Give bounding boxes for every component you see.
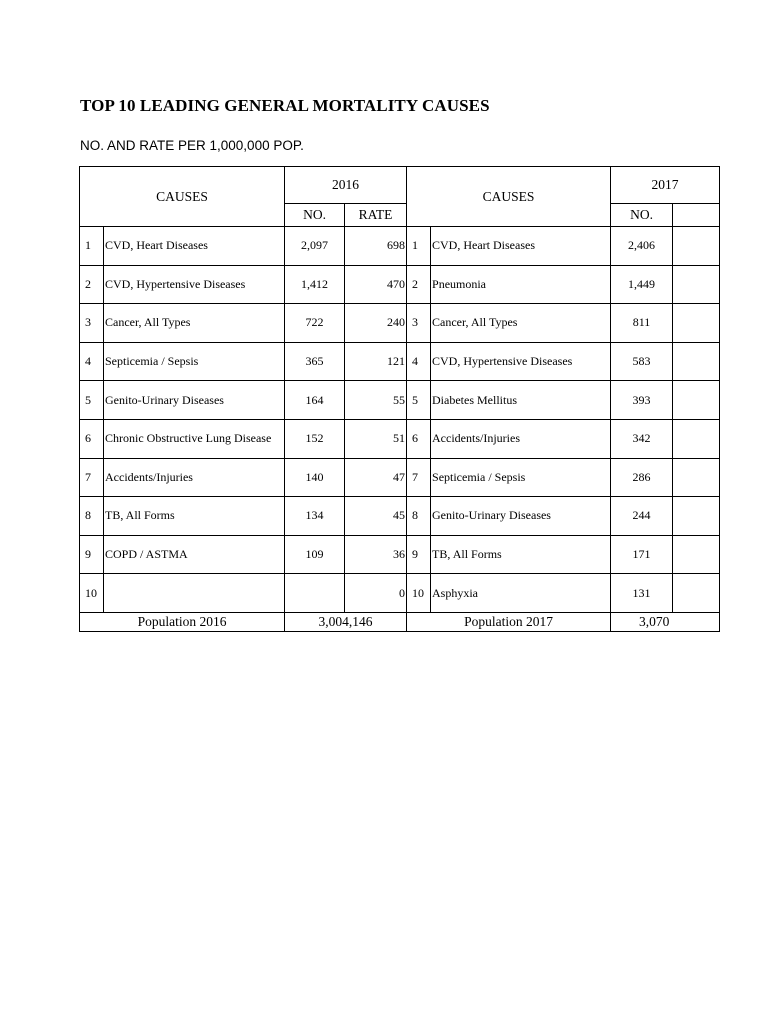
rank-2017: 2	[407, 265, 431, 304]
rank-2016: 7	[80, 458, 104, 497]
header-causes-2017: CAUSES	[407, 167, 611, 227]
header-no-2017: NO.	[611, 204, 673, 227]
population-value-2017: 3,070	[611, 612, 720, 631]
cause-2016: Septicemia / Sepsis	[104, 342, 285, 381]
header-row-years	[80, 167, 720, 204]
table-row	[80, 497, 720, 536]
rank-2016: 1	[80, 227, 104, 266]
rate-2017-hidden	[673, 227, 720, 266]
rank-2017: 9	[407, 535, 431, 574]
header-causes-2016: CAUSES	[80, 167, 285, 227]
rank-2016: 3	[80, 304, 104, 343]
rank-2016: 8	[80, 497, 104, 536]
cause-2016: COPD / ASTMA	[104, 535, 285, 574]
table-row	[80, 535, 720, 574]
table-row	[80, 304, 720, 343]
count-2017: 2,406	[611, 227, 673, 266]
rate-2017-hidden	[673, 419, 720, 458]
header-rate-2016: RATE	[345, 204, 407, 227]
count-2017: 286	[611, 458, 673, 497]
rate-2017-hidden	[673, 458, 720, 497]
cause-2016: CVD, Hypertensive Diseases	[104, 265, 285, 304]
table-row	[80, 574, 720, 613]
rank-2016: 10	[80, 574, 104, 613]
cause-2016	[104, 574, 285, 613]
cause-2016: Chronic Obstructive Lung Disease	[104, 419, 285, 458]
cause-2017: Genito-Urinary Diseases	[431, 497, 611, 536]
cause-2016: Genito-Urinary Diseases	[104, 381, 285, 420]
cause-2017: Cancer, All Types	[431, 304, 611, 343]
cause-2017: Diabetes Mellitus	[431, 381, 611, 420]
population-label-2017: Population 2017	[407, 612, 611, 631]
page-title: TOP 10 LEADING GENERAL MORTALITY CAUSES	[80, 96, 490, 115]
count-2016	[285, 574, 345, 613]
rank-2017: 5	[407, 381, 431, 420]
count-2017: 583	[611, 342, 673, 381]
cause-2016: CVD, Heart Diseases	[104, 227, 285, 266]
cause-2016: Cancer, All Types	[104, 304, 285, 343]
mortality-table-viewport	[79, 166, 679, 636]
population-row	[80, 612, 720, 631]
cause-2017: Accidents/Injuries	[431, 419, 611, 458]
header-year-2017: 2017	[611, 167, 720, 204]
table-row	[80, 381, 720, 420]
count-2017: 811	[611, 304, 673, 343]
cause-2017: Septicemia / Sepsis	[431, 458, 611, 497]
rate-2016: 47	[345, 458, 407, 497]
count-2017: 244	[611, 497, 673, 536]
rate-2016: 121	[345, 342, 407, 381]
rate-2016: 51	[345, 419, 407, 458]
count-2017: 1,449	[611, 265, 673, 304]
header-rate-2017-hidden	[673, 204, 720, 227]
cause-2017: Asphyxia	[431, 574, 611, 613]
cause-2016: TB, All Forms	[104, 497, 285, 536]
cause-2017: CVD, Heart Diseases	[431, 227, 611, 266]
cause-2017: CVD, Hypertensive Diseases	[431, 342, 611, 381]
rate-2017-hidden	[673, 497, 720, 536]
rate-2016: 36	[345, 535, 407, 574]
rate-2016: 240	[345, 304, 407, 343]
count-2016: 164	[285, 381, 345, 420]
rank-2016: 5	[80, 381, 104, 420]
rank-2016: 2	[80, 265, 104, 304]
header-no-2016: NO.	[285, 204, 345, 227]
page-subtitle: NO. AND RATE PER 1,000,000 POP.	[80, 138, 304, 153]
rank-2017: 1	[407, 227, 431, 266]
table-row	[80, 342, 720, 381]
table-row	[80, 265, 720, 304]
rate-2016: 470	[345, 265, 407, 304]
rate-2016: 698	[345, 227, 407, 266]
count-2017: 342	[611, 419, 673, 458]
rank-2017: 8	[407, 497, 431, 536]
cause-2017: Pneumonia	[431, 265, 611, 304]
rate-2017-hidden	[673, 342, 720, 381]
count-2017: 171	[611, 535, 673, 574]
rank-2017: 3	[407, 304, 431, 343]
count-2016: 140	[285, 458, 345, 497]
count-2016: 109	[285, 535, 345, 574]
count-2016: 134	[285, 497, 345, 536]
rate-2017-hidden	[673, 265, 720, 304]
rank-2016: 4	[80, 342, 104, 381]
cause-2016: Accidents/Injuries	[104, 458, 285, 497]
cause-2017: TB, All Forms	[431, 535, 611, 574]
rate-2016: 0	[345, 574, 407, 613]
rate-2017-hidden	[673, 304, 720, 343]
rate-2016: 45	[345, 497, 407, 536]
population-label-2016: Population 2016	[80, 612, 285, 631]
rate-2017-hidden	[673, 574, 720, 613]
population-value-2016: 3,004,146	[285, 612, 407, 631]
table-row	[80, 458, 720, 497]
mortality-table	[79, 166, 720, 632]
rank-2017: 10	[407, 574, 431, 613]
rank-2016: 9	[80, 535, 104, 574]
count-2016: 2,097	[285, 227, 345, 266]
rank-2017: 4	[407, 342, 431, 381]
count-2017: 131	[611, 574, 673, 613]
table-row	[80, 227, 720, 266]
table-row	[80, 419, 720, 458]
rank-2017: 6	[407, 419, 431, 458]
count-2016: 365	[285, 342, 345, 381]
count-2017: 393	[611, 381, 673, 420]
rate-2017-hidden	[673, 381, 720, 420]
count-2016: 152	[285, 419, 345, 458]
header-year-2016: 2016	[285, 167, 407, 204]
rank-2016: 6	[80, 419, 104, 458]
rank-2017: 7	[407, 458, 431, 497]
count-2016: 1,412	[285, 265, 345, 304]
rate-2017-hidden	[673, 535, 720, 574]
count-2016: 722	[285, 304, 345, 343]
rate-2016: 55	[345, 381, 407, 420]
